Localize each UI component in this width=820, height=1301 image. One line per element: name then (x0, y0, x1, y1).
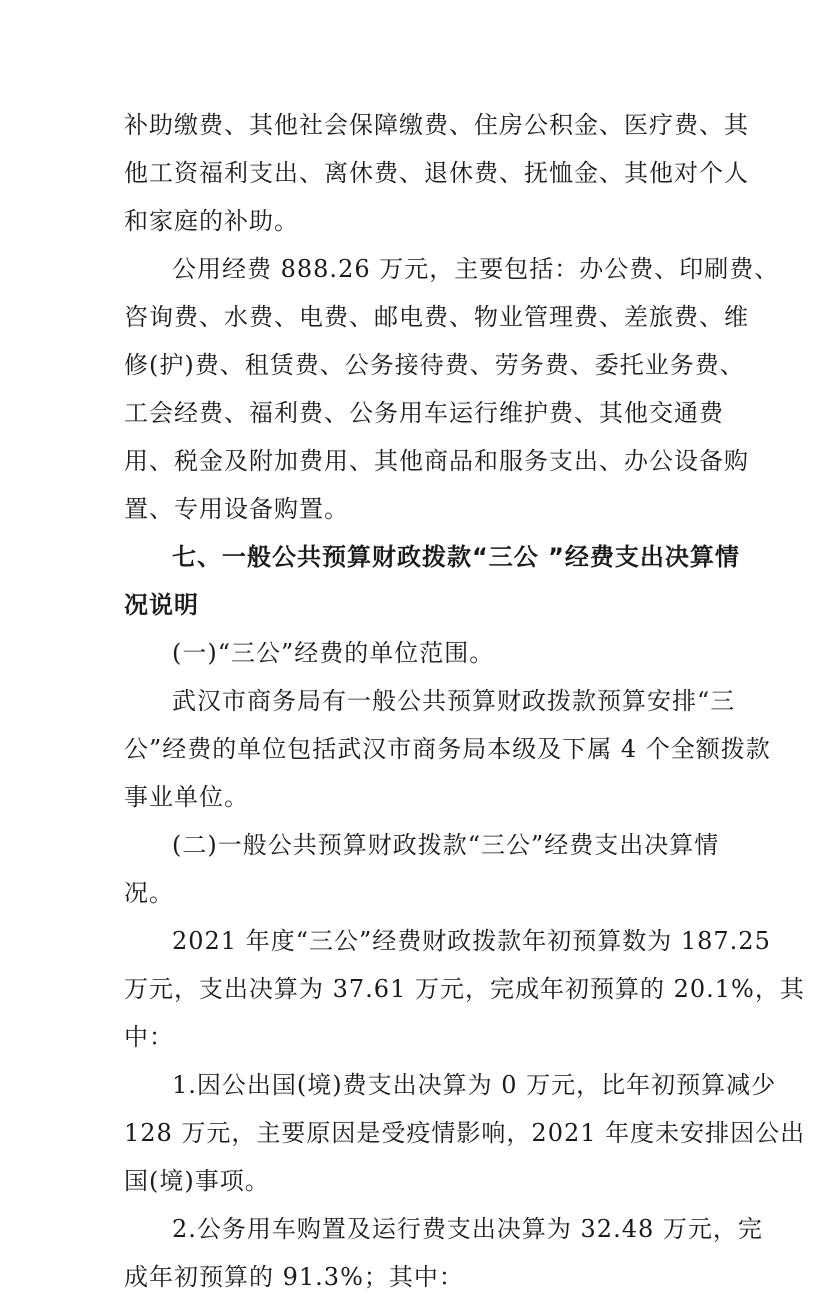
paragraph-6-line-2: 成年初预算的 91.3%；其中： (124, 1263, 464, 1291)
paragraph-4-line-2: 万元，支出决算为 37.61 万元，完成年初预算的 20.1%，其 (124, 975, 805, 1003)
paragraph-6-line-1: 2.公务用车购置及运行费支出决算为 32.48 万元，完 (172, 1215, 763, 1243)
paragraph-3-line-3: 事业单位。 (124, 783, 249, 811)
section-heading-line-2: 况说明 (124, 591, 199, 619)
subheading-2-line-1: (二)一般公共预算财政拨款“三公”经费支出决算情 (172, 831, 720, 859)
paragraph-2-line-5: 用、税金及附加费用、其他商品和服务支出、办公设备购 (124, 447, 749, 475)
paragraph-1-line-3: 和家庭的补助。 (124, 207, 299, 235)
paragraph-4-line-3: 中： (124, 1023, 174, 1051)
paragraph-5-line-2: 128 万元，主要原因是受疫情影响，2021 年度未安排因公出 (124, 1119, 806, 1147)
paragraph-4-line-1: 2021 年度“三公”经费财政拨款年初预算数为 187.25 (172, 927, 771, 955)
paragraph-5-line-3: 国(境)事项。 (124, 1167, 270, 1195)
section-heading-line-1: 七、一般公共预算财政拨款“三公 ”经费支出决算情 (172, 543, 740, 571)
paragraph-3-line-2: 公”经费的单位包括武汉市商务局本级及下属 4 个全额拨款 (124, 735, 771, 763)
paragraph-3-line-1: 武汉市商务局有一般公共预算财政拨款预算安排“三 (172, 687, 736, 715)
paragraph-5-line-1: 1.因公出国(境)费支出决算为 0 万元，比年初预算减少 (172, 1071, 777, 1099)
subheading-1: (一)“三公”经费的单位范围。 (172, 639, 495, 667)
paragraph-2-line-1: 公用经费 888.26 万元，主要包括：办公费、印刷费、 (172, 255, 780, 283)
paragraph-1-line-2: 他工资福利支出、离休费、退休费、抚恤金、其他对个人 (124, 159, 749, 187)
paragraph-2-line-3: 修(护)费、租赁费、公务接待费、劳务费、委托业务费、 (124, 351, 745, 379)
subheading-2-line-2: 况。 (124, 879, 174, 907)
paragraph-2-line-6: 置、专用设备购置。 (124, 495, 349, 523)
paragraph-2-line-4: 工会经费、福利费、公务用车运行维护费、其他交通费 (124, 399, 724, 427)
body-text (124, 101, 806, 1301)
paragraph-2-line-2: 咨询费、水费、电费、邮电费、物业管理费、差旅费、维 (124, 303, 749, 331)
paragraph-1-line-1: 补助缴费、其他社会保障缴费、住房公积金、医疗费、其 (124, 111, 749, 139)
